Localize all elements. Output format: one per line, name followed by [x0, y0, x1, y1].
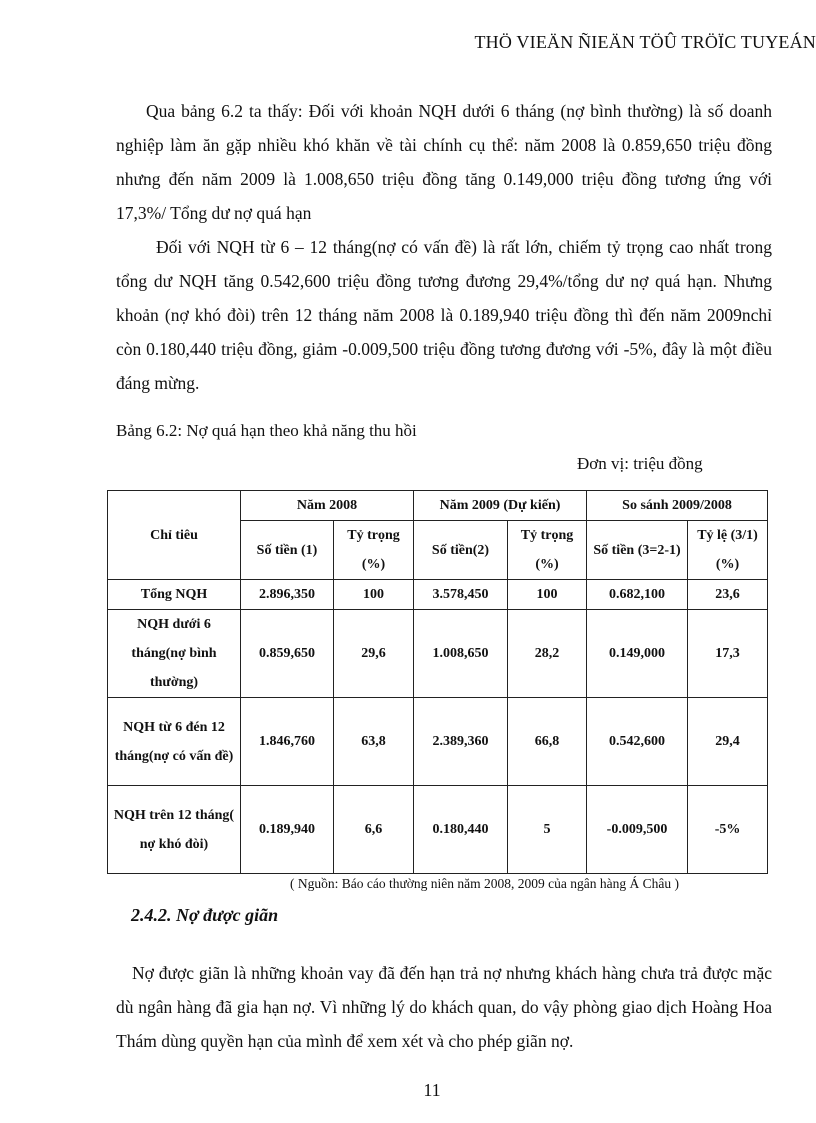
table-row: [108, 786, 768, 874]
subheader-share-2: Tỷ trọng (%): [508, 521, 587, 580]
table-cell: 6,6: [334, 786, 414, 874]
header-year-2008: Năm 2008: [241, 491, 414, 521]
table-row: [108, 580, 768, 610]
paragraph-1: Qua bảng 6.2 ta thấy: Đối với khoản NQH dưới 6 tháng (nợ bình thường) là số doanh nghiệp làm ăn gặp nhiều khó khăn về tài chính cụ thể: năm 2008 là 0.859,650 triệu đồng nhưng đến năm 2009 là 1.008,650 triệu đồng tăng 0.149,000 triệu đồng tương ứng với 17,3%/ Tổng dư nợ quá hạn: [116, 100, 772, 223]
table-source: ( Nguồn: Báo cáo thường niên năm 2008, 2009 của ngân hàng Á Châu ): [290, 876, 680, 891]
table-cell: 2.896,350: [241, 580, 334, 610]
row-label: NQH từ 6 đén 12 tháng(nợ có vấn đề): [108, 698, 241, 786]
table-cell: 0.149,000: [587, 610, 688, 698]
subheader-share-1: Tỷ trọng (%): [334, 521, 414, 580]
table-cell: 17,3: [688, 610, 768, 698]
row-label: NQH trên 12 tháng( nợ khó đòi): [108, 786, 241, 874]
table-cell: 1.008,650: [414, 610, 508, 698]
table-cell: 63,8: [334, 698, 414, 786]
table-unit: Đơn vị: triệu đồng: [577, 454, 703, 473]
page-header: THÖ VIEÄN ÑIEÄN TÖÛ TRÖÏC TUYEÁN: [474, 32, 816, 52]
table-cell: 28,2: [508, 610, 587, 698]
table-row: [108, 698, 768, 786]
subheader-amount-2: Số tiền(2): [414, 521, 508, 580]
row-label: NQH dưới 6 tháng(nợ bình thường): [108, 610, 241, 698]
subheader-difference: Số tiền (3=2-1): [587, 521, 688, 580]
header-criteria: Chỉ tiêu: [108, 491, 241, 580]
table-cell: 1.846,760: [241, 698, 334, 786]
table-cell: 3.578,450: [414, 580, 508, 610]
table-cell: 23,6: [688, 580, 768, 610]
table-cell: 5: [508, 786, 587, 874]
table-cell: 0.180,440: [414, 786, 508, 874]
paragraph-2: Đối với NQH từ 6 – 12 tháng(nợ có vấn đề) là rất lớn, chiếm tỷ trọng cao nhất trong tổng dư NQH tăng 0.542,600 triệu đồng tương đương 29,4%/tổng dư nợ quá hạn. Nhưng khoản (nợ khó đòi) trên 12 tháng năm 2008 là 0.189,940 triệu đồng thì đến năm 2009nchỉ còn 0.180,440 triệu đồng, giảm -0.009,500 triệu đồng tương đương với -5%, đây là một điều đáng mừng.: [116, 236, 772, 393]
table-cell: 29,6: [334, 610, 414, 698]
section-title: 2.4.2. Nợ được giãn: [131, 905, 279, 925]
table-cell: 100: [334, 580, 414, 610]
debt-table: [107, 490, 768, 874]
table-cell: 0.682,100: [587, 580, 688, 610]
page-number: 11: [423, 1080, 441, 1100]
subheader-amount-1: Số tiền (1): [241, 521, 334, 580]
table-cell: 2.389,360: [414, 698, 508, 786]
paragraph-3: Nợ được giãn là những khoản vay đã đến hạn trả nợ nhưng khách hàng chưa trả được mặc dù ngân hàng đã gia hạn nợ. Vì những lý do khách quan, do vậy phòng giao dịch Hoàng Hoa Thám dùng quyền hạn của mình để xem xét và cho phép giãn nợ.: [116, 962, 772, 1051]
table-cell: 0.189,940: [241, 786, 334, 874]
table-cell: -0.009,500: [587, 786, 688, 874]
table-row: [108, 610, 768, 698]
table-cell: 0.859,650: [241, 610, 334, 698]
table-cell: 100: [508, 580, 587, 610]
header-year-2009: Năm 2009 (Dự kiến): [414, 491, 587, 521]
table-cell: 66,8: [508, 698, 587, 786]
table-cell: 29,4: [688, 698, 768, 786]
header-comparison: So sánh 2009/2008: [587, 491, 768, 521]
table-header-row: [108, 491, 768, 521]
table-caption: Bảng 6.2: Nợ quá hạn theo khả năng thu hồi: [116, 421, 417, 440]
subheader-ratio: Tỷ lệ (3/1)(%): [688, 521, 768, 580]
table-cell: -5%: [688, 786, 768, 874]
row-label: Tổng NQH: [108, 580, 241, 610]
table-cell: 0.542,600: [587, 698, 688, 786]
